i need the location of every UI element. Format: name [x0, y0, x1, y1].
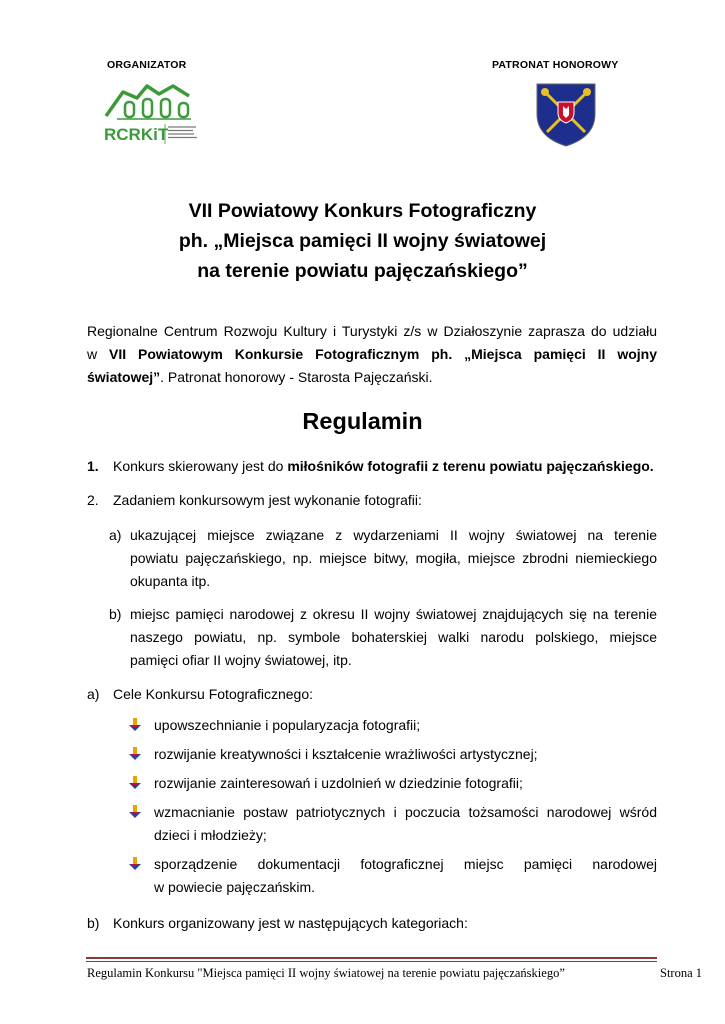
bullet-arrow-icon: [128, 776, 142, 790]
title-line-1: VII Powiatowy Konkurs Fotograficzny: [188, 200, 537, 222]
regulamin-heading: Regulamin: [302, 408, 423, 434]
goal-item-1: [128, 714, 657, 737]
bullet-arrow-icon: [128, 747, 142, 761]
goal-text: [154, 853, 657, 899]
goals-heading-item: [87, 683, 657, 706]
item-line-2: naszego powiatu, np. symbole bohaterskiej walki narodu polskiego, miejsce: [130, 629, 657, 645]
item-line-2: powiatu pajęczańskiego, np. miejsce bitwy, mogiła, miejsce zbrodni niemieckiego: [130, 550, 657, 566]
patron-label: PATRONAT HONOROWY: [492, 59, 619, 71]
item-number: 2.: [87, 492, 99, 508]
item-text: [130, 524, 657, 593]
title-line-2: ph. „Miejsca pamięci II wojny światowej: [178, 230, 547, 252]
goal-line-1: wzmacnianie postaw patriotycznych i poczucia tożsamości narodowej wśród: [154, 804, 657, 820]
organizer-label: ORGANIZATOR: [107, 59, 187, 71]
item-number: a): [87, 686, 100, 702]
item-line-3: pamięci ofiar II wojny światowej, itp.: [130, 652, 352, 668]
item-number: 1.: [87, 458, 99, 474]
footer-text: Regulamin Konkursu "Miejsca pamięci II wojny światowej na terenie powiatu pajęczańskiego”: [87, 966, 565, 980]
footer-rule-thick: [86, 957, 657, 959]
item-text: [130, 603, 657, 672]
crest-graphic: [535, 82, 597, 148]
intro-line-2-bold: VII Powiatowym Konkursie Fotograficznym ph. „Miejsca pamięci II wojny: [109, 346, 657, 362]
rule-subitem-a: [109, 524, 657, 593]
intro-line-1: Regionalne Centrum Rozwoju Kultury i Turystyki z/s w Działoszynie zaprasza do udziału: [87, 323, 657, 339]
goal-line-2: dzieci i młodzieży;: [154, 827, 267, 843]
item-number: a): [109, 527, 122, 543]
goal-line-1: sporządzenie dokumentacji fotograficznej miejsc pamięci narodowej: [154, 856, 657, 872]
goal-item-5: [128, 853, 657, 899]
item-text: [113, 455, 662, 478]
rcrkit-logo: [103, 82, 203, 148]
rcrkit-logo-graphic: [103, 82, 203, 148]
item-text-pre: Konkurs skierowany jest do: [113, 458, 288, 474]
categories-item: [87, 912, 657, 935]
intro-paragraph: [87, 320, 657, 389]
item-line-1: ukazującej miejsce związane z wydarzeniami II wojny światowej na terenie: [130, 527, 657, 543]
item-text: Konkurs organizowany jest w następujących kategoriach:: [113, 915, 468, 931]
rule-item-1: [87, 455, 662, 478]
bullet-arrow-icon: [128, 718, 142, 732]
goal-line-1: upowszechnianie i popularyzacja fotografii;: [154, 717, 421, 733]
rule-item-2: [87, 489, 657, 512]
logo-text: RCRKiT: [104, 125, 169, 144]
item-line-3: okupanta itp.: [130, 573, 211, 589]
item-number: b): [87, 915, 100, 931]
rule-subitem-b: [109, 603, 657, 672]
item-text-bold: miłośników fotografii z terenu powiatu pajęczańskiego.: [287, 458, 654, 474]
goal-item-3: [128, 772, 657, 795]
goal-item-2: [128, 743, 657, 766]
bullet-arrow-icon: [128, 805, 142, 819]
item-line-1: miejsc pamięci narodowej z okresu II wojny światowej znajdujących się na terenie: [130, 606, 657, 622]
intro-line-2-pre: w: [87, 346, 110, 362]
goal-line-1: rozwijanie kreatywności i kształcenie wrażliwości artystycznej;: [154, 746, 538, 762]
intro-line-3: [87, 366, 657, 389]
goal-text: [154, 801, 657, 847]
intro-line-3-rest: . Patronat honorowy - Starosta Pajęczański.: [160, 369, 433, 385]
item-text: Zadaniem konkursowym jest wykonanie fotografii:: [113, 492, 422, 508]
bullet-arrow-icon: [128, 857, 142, 871]
page-number: Strona 1: [660, 966, 703, 980]
intro-line-2: [87, 343, 657, 366]
title-line-3: na terenie powiatu pajęczańskiego”: [197, 260, 528, 282]
goal-line-2: w powiecie pajęczańskim.: [154, 879, 316, 895]
item-text: Cele Konkursu Fotograficznego:: [113, 686, 313, 702]
coat-of-arms: [535, 82, 597, 148]
item-number: b): [109, 606, 122, 622]
intro-line-3-bold: światowej”: [87, 369, 161, 385]
goal-item-4: [128, 801, 657, 847]
goal-line-1: rozwijanie zainteresowań i uzdolnień w dziedzinie fotografii;: [154, 775, 523, 791]
footer-rule-thin: [86, 961, 657, 962]
